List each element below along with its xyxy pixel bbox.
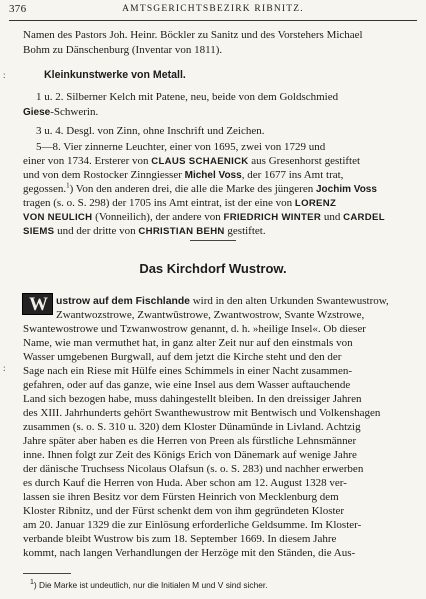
donor-name: CLAUS SCHAENICK [151,156,249,167]
text-line: Wasser umgebenen Burgwall, auf dem jetzt die Kirche steht und den der [23,351,342,363]
donor-name: CHRISTIAN BEHN [138,226,225,237]
header-rule [9,20,417,21]
text-line: Jahre später aber haben es die Herren von Preen als fürstliche Lehnsmänner [23,435,357,447]
margin-mark-mid: : [3,363,6,373]
text-line: Sage nach ein Riese mit Hülfe eines Schimmels in einer Nacht zusammen- [23,365,352,377]
text-line: am 20. Januar 1329 die zur Einlösung erforderliche Geldsumme. Im Kloster- [23,519,362,531]
donor-name: CARDEL [343,212,385,223]
text-line [23,105,98,120]
text-line [23,168,343,183]
text-line: 5—8. Vier zinnerne Leuchter, einer von 1695, zwei von 1729 und [36,141,326,153]
text-line: 3 u. 4. Desgl. von Zinn, ohne Inschrift und Zeichen. [36,125,265,137]
text-line: Swantewostrowe und Tzwanwostrow genannt, d. h. »heilige Insel«. Ob dieser [23,323,366,335]
text-line [23,154,360,169]
text-span: -Schwerin. [50,106,99,118]
maker-name: Michel Voss [184,170,242,181]
text-span: gegossen. [23,183,67,195]
text-line [56,294,389,309]
maker-name: Giese [23,107,51,118]
subsection-heading: Kleinkunstwerke von Metall. [44,69,186,81]
text-line: lassen sie ihren Besitz vor dem Fürsten Heinrich von Mecklenburg dem [23,491,339,503]
text-span: und der dritte von [54,225,139,237]
text-line: Bohm zu Dänschenburg (Inventar von 1811). [23,44,223,56]
text-span: einer von 1734. Ersterer von [23,155,152,167]
text-span: ) Von den anderen drei, die alle die Marke des jüngeren [69,183,316,195]
footnote-ref: 1 [66,181,70,190]
margin-mark-top: : [3,70,6,80]
text-line: es durch Kauf die Herren von Huda. Aber schon am 12. August 1328 ver- [23,477,347,489]
maker-name: Jochim Voss [315,184,377,195]
section-title: Das Kirchdorf Wustrow. [139,261,287,276]
text-line: Zwantwozstrowe, Zwantwūstrowe, Zwantwostrow, Svante Wzstrowe, [56,309,365,321]
text-line: des XIII. Jahrhunderts gehört Swanthewustrow mit Bentwisch und Volkenshagen [23,407,381,419]
running-header [9,2,417,20]
text-span: aus Gresenhorst gestiftet [248,155,361,167]
text-span: und [321,211,344,223]
text-line: gefahren, oder auf das ganze, wie eine Insel aus dem Wasser auftauchende [23,379,351,391]
footnote-marker: 1 [30,579,34,587]
donor-name: VON NEULICH [23,212,93,223]
place-name: ustrow auf dem Fischlande [56,296,190,307]
text-line: Name, wie man vermuthet hat, in ganz alter Zeit nur auf den einstmals von [23,337,353,349]
text-span: , der 1677 ins Amt trat, [241,169,344,181]
text-span: wird in den alten Urkunden Swantewustrow, [189,295,389,307]
text-span: (Vonneilich), der andere von [92,211,224,223]
drop-cap-initial: W [22,293,53,315]
donor-name: SIEMS [23,226,55,237]
running-title: AMTSGERICHTSBEZIRK RIBNITZ. [122,4,304,14]
text-line: Namen des Pastors Joh. Heinr. Böckler zu Sanitz und des Vorstehers Michael [23,29,363,41]
text-line [23,196,336,211]
section-divider [190,240,236,241]
text-line [23,210,385,225]
text-span: tragen (s. o. S. 298) der 1705 ins Amt eintrat, ist der eine von [23,197,295,209]
text-line: verbande bleibt Wustrow bis zum 18. September 1669. In diesem Jahre [23,533,337,545]
text-span: und von dem Rostocker Zinngiesser [23,169,185,181]
text-span: gestiftet. [224,225,266,237]
text-line: Land sich bezogen habe, muss dahingestellt bleiben. In den dreissiger Jahren [23,393,362,405]
text-line: zusammen (s. o. S. 310 u. 320) dem Kloster Dünamünde in Livland. Achtzig [23,421,361,433]
text-line: der dänische Truchsess Nicolaus Olafsun (s. o. S. 283) und nachher erwerben [23,463,364,475]
footnote [30,580,268,590]
text-line: Kloster Ribnitz, und der Fürst schenkt dem von ihm gegründeten Kloster [23,505,345,517]
text-line: kommt, nach langen Verhandlungen der Herzöge mit den Ständen, die Aus- [23,547,356,559]
text-line [23,224,266,239]
donor-name: LORENZ [294,198,337,209]
page-number: 376 [9,3,27,15]
donor-name: FRIEDRICH WINTER [223,212,322,223]
text-line [23,182,377,197]
footnote-text: ) Die Marke ist undeutlich, nur die Initialen M und V sind sicher. [33,580,268,590]
text-line: inne. Ihnen folgt zur Zeit des Königs Erich von Dänemark auf wenige Jahre [23,449,357,461]
footnote-rule [23,573,71,574]
text-line: 1 u. 2. Silberner Kelch mit Patene, neu, beide von dem Goldschmied [36,91,339,103]
